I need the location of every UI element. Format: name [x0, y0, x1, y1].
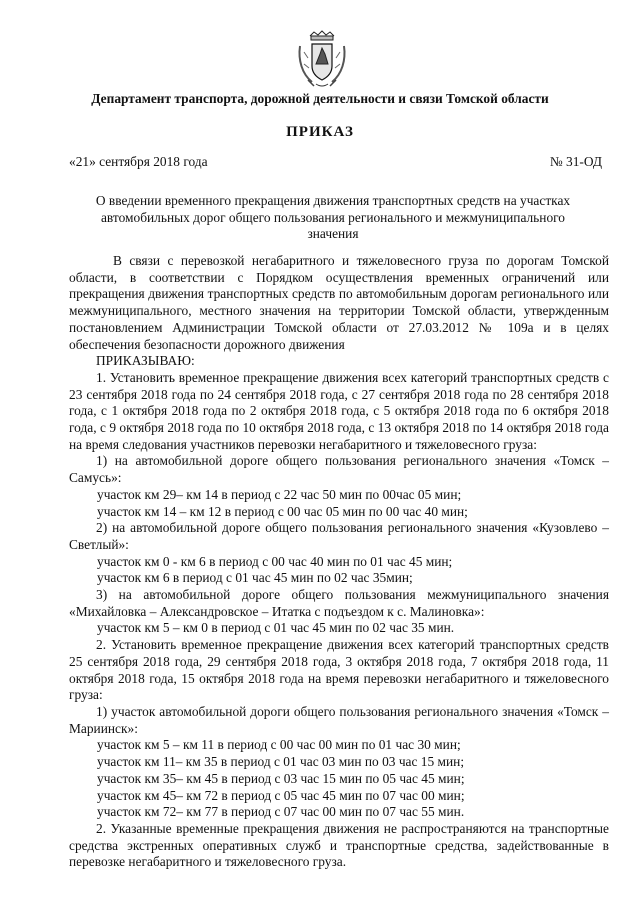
intro-paragraph: В связи с перевозкой негабаритного и тяжеловесного груза по дорогам Томской области, в соответствии с Порядком осуществления временных ограничений или прекращения движения транспортных средств по автомобильным дорогам регионального или межмуниципального, местного значения на территории Томской области, утвержденным постановлением Администрации Томской области от 27.03.2012 № 109а и в целях обеспечения безопасности дорожного движения: [69, 253, 609, 352]
document-title: ПРИКАЗ: [286, 124, 354, 140]
road-segment: участок км 35– км 45 в период с 03 час 15 мин по 05 час 45 мин;: [97, 770, 465, 786]
clause-1-road-3: 3) на автомобильной дороге общего пользования межмуниципального значения «Михайловка – Александровское – Итатка с подъездом к с. Малиновка»:: [69, 587, 609, 619]
clause-3: 2. Указанные временные прекращения движения не распространяются на транспортные средства экстренных оперативных служб и транспортные средства, задействованные в перевозке негабаритного и тяжеловесного груза.: [69, 820, 609, 870]
clause-1-road-1: 1) на автомобильной дороге общего пользования регионального значения «Томск – Самусь»:: [69, 453, 609, 486]
road-segment: участок км 14 – км 12 в период с 00 час 05 мин по 00 час 40 мин;: [97, 503, 468, 519]
coat-of-arms-emblem: [296, 30, 348, 90]
clause-1: 1. Установить временное прекращение движения всех категорий транспортных средств с 23 сентября 2018 года по 24 сентября 2018 года, с 27 сентября 2018 года по 28 сентября 2018 года, с 1 октября 2018 года по 2 октября 2018 года, с 5 октября 2018 года по 6 октября 2018 года, с 9 октября 2018 года по 10 октября 2018 года, с 13 октября 2018 по 14 октября 2018 года на время следования участников перевозки негабаритного и тяжеловесного груза:: [69, 369, 609, 452]
order-keyword: ПРИКАЗЫВАЮ:: [96, 353, 195, 369]
road-segment: участок км 45– км 72 в период с 05 час 45 мин по 07 час 00 мин;: [97, 787, 465, 803]
road-segment: участок км 5 – км 11 в период с 00 час 00 мин по 01 час 30 мин;: [97, 737, 461, 753]
road-segment: участок км 72– км 77 в период с 07 час 00 мин по 07 час 55 мин.: [97, 804, 465, 820]
road-segment: участок км 6 в период с 01 час 45 мин по 02 час 35мин;: [97, 570, 413, 586]
department-name: Департамент транспорта, дорожной деятельности и связи Томской области: [91, 91, 549, 106]
order-number: № 31-ОД: [549, 154, 602, 169]
clause-2-road-1: 1) участок автомобильной дороги общего пользования регионального значения «Томск – Мариинск»:: [69, 703, 609, 736]
road-segment: участок км 11– км 35 в период с 01 час 03 мин по 03 час 15 мин;: [97, 754, 465, 770]
road-segment: участок км 29– км 14 в период с 22 час 50 мин по 00час 05 мин;: [97, 486, 462, 502]
order-date: «21» сентября 2018 года: [69, 154, 208, 169]
clause-2: 2. Установить временное прекращение движения всех категорий транспортных средств 25 сентября 2018 года, 29 сентября 2018 года, 3 октября 2018 года, 7 октября 2018 года, 11 октября 2018 года, 15 октября 2018 года на время перевозки негабаритного и тяжеловесного груза:: [69, 637, 609, 703]
order-body: [69, 253, 609, 871]
clause-1-road-2: 2) на автомобильной дороге общего пользования регионального значения «Кузовлево – Светлый»:: [69, 520, 609, 552]
road-segment: участок км 5 – км 0 в период с 01 час 45 мин по 02 час 35 мин.: [97, 620, 455, 636]
road-segment: участок км 0 - км 6 в период с 00 час 40 мин по 01 час 45 мин;: [97, 553, 453, 569]
order-subject: О введении временного прекращения движения транспортных средств на участках автомобильных дорог общего пользования регионального и межмуниципального значения: [95, 193, 571, 242]
